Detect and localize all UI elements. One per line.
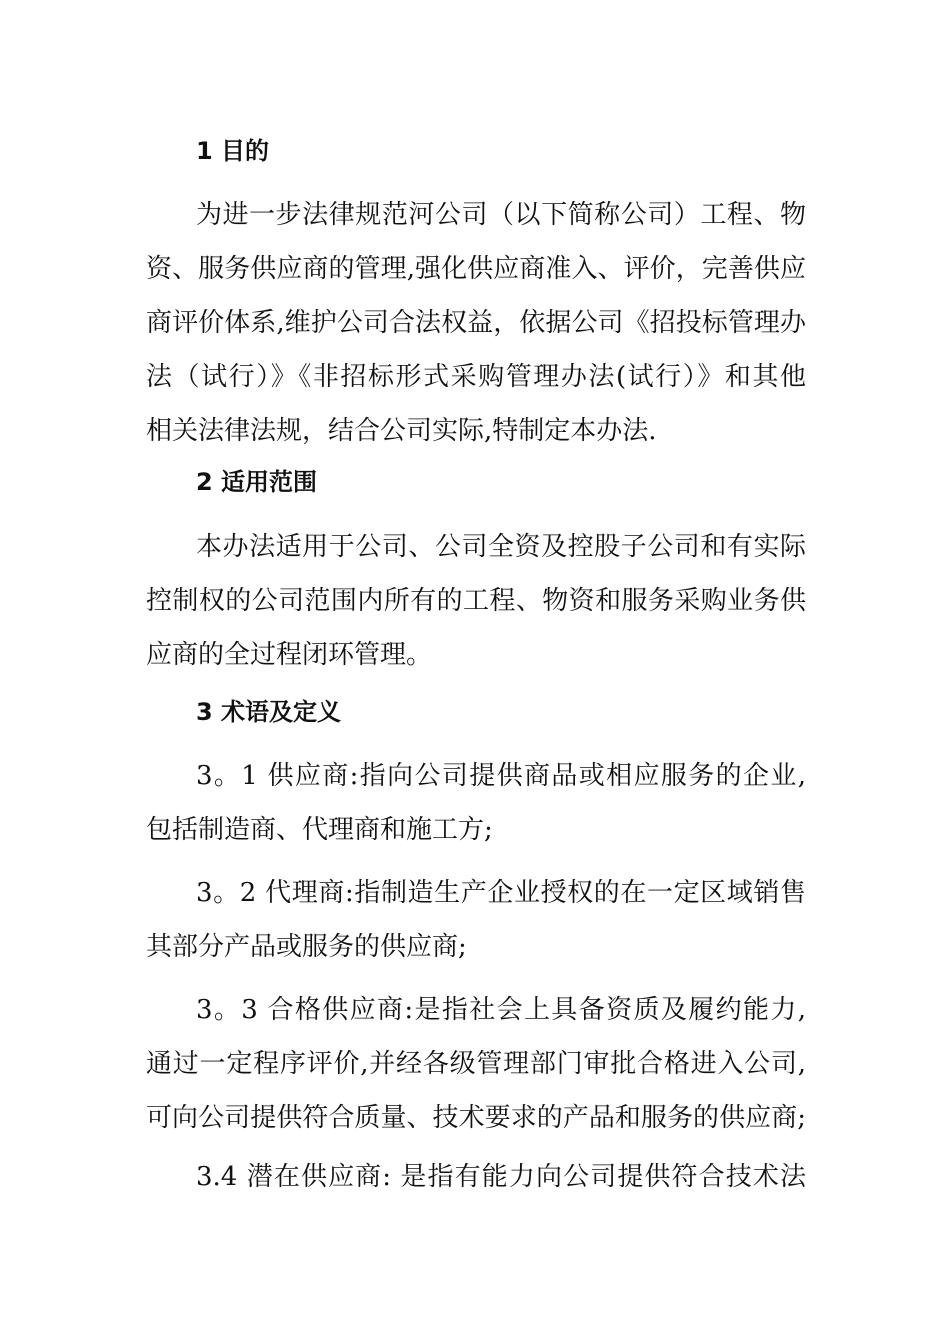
paragraph-line: 3。1 供应商:指向公司提供商品或相应服务的企业, (196, 761, 806, 791)
paragraph-line: 资、服务供应商的管理,强化供应商准入、评价，完善供应 (146, 254, 806, 284)
paragraph-line: 应商的全过程闭环管理。 (146, 640, 433, 670)
paragraph-scope (146, 520, 806, 682)
paragraph-line: 为进一步法律规范河公司（以下简称公司）工程、物 (196, 200, 806, 230)
definition-qualified-supplier (146, 983, 806, 1145)
section-heading-terms: 3 术语及定义 (196, 698, 342, 726)
paragraph-line: 通过一定程序评价,并经各级管理部门审批合格进入公司, (146, 1049, 806, 1079)
paragraph-line: 本办法适用于公司、公司全资及控股子公司和有实际 (196, 532, 806, 562)
paragraph-line: 3。2 代理商:指制造生产企业授权的在一定区域销售 (196, 878, 806, 908)
paragraph-line: 3。3 合格供应商:是指社会上具备资质及履约能力, (196, 995, 806, 1025)
paragraph-line: 可向公司提供符合质量、技术要求的产品和服务的供应商; (146, 1103, 806, 1133)
paragraph-line: 商评价体系,维护公司合法权益，依据公司《招投标管理办 (146, 308, 806, 338)
section-heading-scope: 2 适用范围 (196, 468, 318, 496)
paragraph-line: 控制权的公司范围内所有的工程、物资和服务采购业务供 (146, 586, 806, 616)
paragraph-line: 3.4 潜在供应商: 是指有能力向公司提供符合技术法 (196, 1162, 806, 1192)
paragraph-line: 相关法律法规，结合公司实际,特制定本办法. (146, 416, 657, 446)
paragraph-purpose (146, 188, 806, 458)
section-heading-purpose: 1 目的 (196, 137, 270, 165)
definition-potential-supplier (146, 1150, 806, 1204)
paragraph-line: 包括制造商、代理商和施工方; (146, 815, 493, 845)
definition-supplier (146, 749, 806, 857)
paragraph-line: 其部分产品或服务的供应商; (146, 932, 467, 962)
definition-agent (146, 866, 806, 974)
paragraph-line: 法（试行）》《非招标形式采购管理办法(试行）》和其他 (146, 362, 806, 392)
